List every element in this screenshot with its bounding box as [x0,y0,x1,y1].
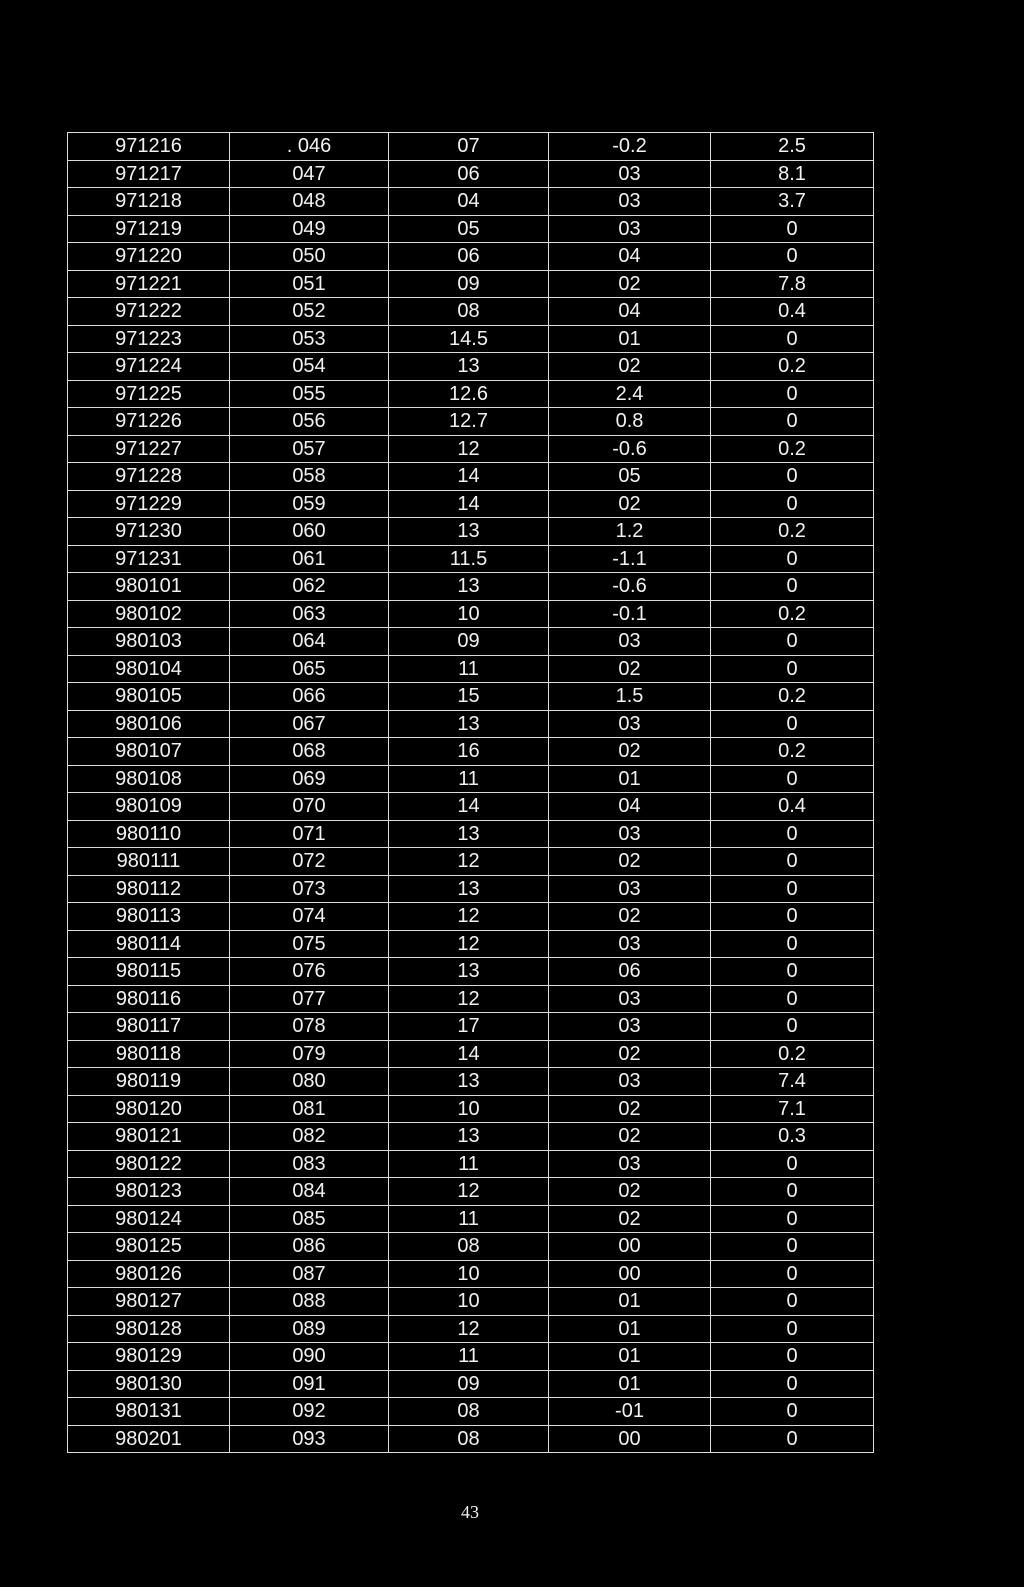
date-cell: 980127 [68,1288,230,1316]
value-c-cell: 0 [711,710,874,738]
date-cell: 971216 [68,133,230,161]
value-b-cell: 03 [549,710,711,738]
value-a-cell: 13 [389,958,549,986]
date-cell: 980104 [68,655,230,683]
value-c-cell: 0 [711,903,874,931]
table-row [68,408,874,436]
date-cell: 971229 [68,490,230,518]
value-a-cell: 10 [389,1095,549,1123]
date-cell: 980123 [68,1178,230,1206]
value-b-cell: 02 [549,738,711,766]
value-a-cell: 13 [389,573,549,601]
id-cell: 069 [230,765,389,793]
id-cell: 074 [230,903,389,931]
value-a-cell: 05 [389,215,549,243]
value-b-cell: 03 [549,628,711,656]
value-b-cell: 03 [549,1013,711,1041]
date-cell: 980201 [68,1425,230,1453]
value-b-cell: 03 [549,1150,711,1178]
id-cell: 060 [230,518,389,546]
table-row [68,765,874,793]
value-a-cell: 08 [389,1233,549,1261]
date-cell: 980109 [68,793,230,821]
value-c-cell: 0 [711,573,874,601]
value-a-cell: 09 [389,270,549,298]
value-c-cell: 0 [711,1425,874,1453]
value-a-cell: 10 [389,1260,549,1288]
value-c-cell: 0 [711,1205,874,1233]
data-table [67,132,874,1453]
id-cell: 078 [230,1013,389,1041]
value-b-cell: 01 [549,1315,711,1343]
date-cell: 980116 [68,985,230,1013]
table-row [68,1205,874,1233]
date-cell: 971225 [68,380,230,408]
value-b-cell: -0.6 [549,573,711,601]
value-c-cell: 0.2 [711,435,874,463]
value-b-cell: 03 [549,985,711,1013]
table-row [68,738,874,766]
table-row [68,793,874,821]
value-b-cell: 02 [549,1095,711,1123]
date-cell: 980110 [68,820,230,848]
id-cell: 052 [230,298,389,326]
table-row [68,655,874,683]
value-b-cell: 1.5 [549,683,711,711]
id-cell: 075 [230,930,389,958]
id-cell: 051 [230,270,389,298]
value-c-cell: 0.2 [711,1040,874,1068]
value-b-cell: 01 [549,765,711,793]
value-a-cell: 14 [389,463,549,491]
value-a-cell: 12 [389,930,549,958]
id-cell: 062 [230,573,389,601]
date-cell: 971222 [68,298,230,326]
table-row [68,545,874,573]
id-cell: 071 [230,820,389,848]
table-row [68,1370,874,1398]
table-row [68,710,874,738]
date-cell: 980115 [68,958,230,986]
value-b-cell: 2.4 [549,380,711,408]
value-c-cell: 0 [711,1260,874,1288]
value-c-cell: 0 [711,655,874,683]
value-c-cell: 0 [711,930,874,958]
table-row [68,353,874,381]
date-cell: 980105 [68,683,230,711]
date-cell: 971231 [68,545,230,573]
date-cell: 971217 [68,160,230,188]
value-c-cell: 3.7 [711,188,874,216]
table-row [68,600,874,628]
table-row [68,1398,874,1426]
value-c-cell: 7.4 [711,1068,874,1096]
table-row [68,573,874,601]
date-cell: 971219 [68,215,230,243]
value-c-cell: 0 [711,1315,874,1343]
table-row [68,1343,874,1371]
value-c-cell: 7.1 [711,1095,874,1123]
value-c-cell: 0 [711,985,874,1013]
id-cell: 080 [230,1068,389,1096]
value-b-cell: 03 [549,188,711,216]
value-c-cell: 0 [711,325,874,353]
value-a-cell: 12 [389,903,549,931]
value-c-cell: 0 [711,1398,874,1426]
id-cell: 055 [230,380,389,408]
value-a-cell: 12.7 [389,408,549,436]
value-a-cell: 07 [389,133,549,161]
value-a-cell: 04 [389,188,549,216]
value-b-cell: 03 [549,160,711,188]
value-a-cell: 16 [389,738,549,766]
value-a-cell: 12 [389,1178,549,1206]
value-a-cell: 09 [389,1370,549,1398]
value-c-cell: 0 [711,408,874,436]
table-row [68,1013,874,1041]
date-cell: 971221 [68,270,230,298]
value-a-cell: 11 [389,1343,549,1371]
table-row [68,188,874,216]
value-b-cell: -1.1 [549,545,711,573]
value-c-cell: 0.2 [711,683,874,711]
value-c-cell: 0 [711,243,874,271]
id-cell: 056 [230,408,389,436]
table-row [68,1095,874,1123]
table-row [68,160,874,188]
id-cell: 079 [230,1040,389,1068]
value-c-cell: 0 [711,848,874,876]
table-row [68,930,874,958]
value-c-cell: 0.4 [711,793,874,821]
id-cell: 065 [230,655,389,683]
value-c-cell: 0.4 [711,298,874,326]
value-b-cell: 05 [549,463,711,491]
value-a-cell: 12 [389,435,549,463]
value-b-cell: 02 [549,490,711,518]
id-cell: 093 [230,1425,389,1453]
date-cell: 971218 [68,188,230,216]
id-cell: 088 [230,1288,389,1316]
value-b-cell: -0.6 [549,435,711,463]
table-row [68,1260,874,1288]
table-row [68,683,874,711]
id-cell: 083 [230,1150,389,1178]
id-cell: 082 [230,1123,389,1151]
table-row [68,848,874,876]
date-cell: 971223 [68,325,230,353]
date-cell: 971220 [68,243,230,271]
value-b-cell: 02 [549,353,711,381]
id-cell: 063 [230,600,389,628]
value-b-cell: 04 [549,298,711,326]
date-cell: 980114 [68,930,230,958]
table-row [68,325,874,353]
date-cell: 980103 [68,628,230,656]
date-cell: 980101 [68,573,230,601]
value-a-cell: 11 [389,765,549,793]
value-a-cell: 14 [389,1040,549,1068]
table-row [68,133,874,161]
value-b-cell: 02 [549,1178,711,1206]
id-cell: 048 [230,188,389,216]
value-b-cell: 01 [549,1288,711,1316]
date-cell: 980124 [68,1205,230,1233]
table-row [68,903,874,931]
id-cell: . 046 [230,133,389,161]
date-cell: 980126 [68,1260,230,1288]
value-a-cell: 13 [389,710,549,738]
table-row [68,1068,874,1096]
id-cell: 077 [230,985,389,1013]
table-row [68,628,874,656]
table-row [68,1123,874,1151]
value-a-cell: 14 [389,793,549,821]
value-c-cell: 0 [711,215,874,243]
table-row [68,1315,874,1343]
value-b-cell: 02 [549,903,711,931]
value-a-cell: 13 [389,1068,549,1096]
value-b-cell: 00 [549,1260,711,1288]
value-a-cell: 12 [389,985,549,1013]
date-cell: 980112 [68,875,230,903]
value-a-cell: 15 [389,683,549,711]
value-b-cell: 00 [549,1425,711,1453]
value-a-cell: 13 [389,820,549,848]
date-cell: 980119 [68,1068,230,1096]
value-b-cell: 02 [549,1205,711,1233]
value-b-cell: 02 [549,848,711,876]
value-b-cell: 04 [549,793,711,821]
value-b-cell: 0.8 [549,408,711,436]
value-c-cell: 0 [711,1150,874,1178]
id-cell: 092 [230,1398,389,1426]
value-b-cell: 01 [549,1370,711,1398]
id-cell: 087 [230,1260,389,1288]
id-cell: 066 [230,683,389,711]
date-cell: 980113 [68,903,230,931]
value-a-cell: 06 [389,160,549,188]
value-c-cell: 0 [711,1288,874,1316]
value-c-cell: 0 [711,490,874,518]
value-a-cell: 13 [389,1123,549,1151]
value-b-cell: -0.2 [549,133,711,161]
table-row [68,518,874,546]
id-cell: 057 [230,435,389,463]
value-b-cell: 00 [549,1233,711,1261]
value-c-cell: 2.5 [711,133,874,161]
value-b-cell: 03 [549,875,711,903]
date-cell: 971228 [68,463,230,491]
date-cell: 980107 [68,738,230,766]
id-cell: 061 [230,545,389,573]
date-cell: 971230 [68,518,230,546]
value-a-cell: 13 [389,875,549,903]
value-a-cell: 06 [389,243,549,271]
id-cell: 070 [230,793,389,821]
value-b-cell: 1.2 [549,518,711,546]
id-cell: 067 [230,710,389,738]
id-cell: 059 [230,490,389,518]
date-cell: 980106 [68,710,230,738]
data-table-body [68,133,874,1453]
value-c-cell: 0.3 [711,1123,874,1151]
value-b-cell: 02 [549,1123,711,1151]
id-cell: 073 [230,875,389,903]
table-row [68,270,874,298]
value-a-cell: 13 [389,353,549,381]
date-cell: 980102 [68,600,230,628]
table-row [68,820,874,848]
id-cell: 081 [230,1095,389,1123]
value-a-cell: 11 [389,1150,549,1178]
value-b-cell: 02 [549,1040,711,1068]
value-b-cell: 04 [549,243,711,271]
date-cell: 980130 [68,1370,230,1398]
date-cell: 980108 [68,765,230,793]
value-a-cell: 12 [389,1315,549,1343]
table-row [68,243,874,271]
date-cell: 971224 [68,353,230,381]
value-c-cell: 0 [711,1233,874,1261]
table-row [68,958,874,986]
value-c-cell: 0.2 [711,353,874,381]
id-cell: 053 [230,325,389,353]
page-number: 43 [461,1502,479,1522]
id-cell: 054 [230,353,389,381]
value-c-cell: 0.2 [711,738,874,766]
date-cell: 980117 [68,1013,230,1041]
date-cell: 980128 [68,1315,230,1343]
value-b-cell: -01 [549,1398,711,1426]
table-row [68,435,874,463]
value-b-cell: 02 [549,270,711,298]
id-cell: 090 [230,1343,389,1371]
value-a-cell: 08 [389,1425,549,1453]
id-cell: 084 [230,1178,389,1206]
value-a-cell: 10 [389,1288,549,1316]
id-cell: 076 [230,958,389,986]
table-row [68,463,874,491]
value-a-cell: 08 [389,298,549,326]
value-a-cell: 11 [389,1205,549,1233]
id-cell: 064 [230,628,389,656]
date-cell: 980120 [68,1095,230,1123]
value-c-cell: 0 [711,820,874,848]
value-c-cell: 0 [711,1013,874,1041]
value-c-cell: 0 [711,958,874,986]
table-row [68,490,874,518]
value-b-cell: 02 [549,655,711,683]
table-row [68,1233,874,1261]
id-cell: 085 [230,1205,389,1233]
date-cell: 980131 [68,1398,230,1426]
value-a-cell: 11.5 [389,545,549,573]
value-c-cell: 0 [711,765,874,793]
id-cell: 047 [230,160,389,188]
value-a-cell: 17 [389,1013,549,1041]
value-b-cell: 06 [549,958,711,986]
id-cell: 086 [230,1233,389,1261]
date-cell: 980118 [68,1040,230,1068]
value-a-cell: 14 [389,490,549,518]
value-c-cell: 0.2 [711,518,874,546]
value-b-cell: 01 [549,1343,711,1371]
value-c-cell: 7.8 [711,270,874,298]
date-cell: 971226 [68,408,230,436]
value-a-cell: 14.5 [389,325,549,353]
id-cell: 091 [230,1370,389,1398]
id-cell: 058 [230,463,389,491]
value-c-cell: 0 [711,1343,874,1371]
table-row [68,1040,874,1068]
value-c-cell: 0 [711,628,874,656]
table-row [68,1178,874,1206]
value-a-cell: 11 [389,655,549,683]
value-b-cell: -0.1 [549,600,711,628]
value-b-cell: 03 [549,1068,711,1096]
table-row [68,298,874,326]
value-c-cell: 0 [711,1370,874,1398]
table-row [68,380,874,408]
value-c-cell: 0 [711,380,874,408]
value-a-cell: 10 [389,600,549,628]
table-row [68,875,874,903]
value-c-cell: 8.1 [711,160,874,188]
value-c-cell: 0.2 [711,600,874,628]
id-cell: 072 [230,848,389,876]
value-a-cell: 09 [389,628,549,656]
value-a-cell: 12 [389,848,549,876]
value-c-cell: 0 [711,875,874,903]
id-cell: 068 [230,738,389,766]
table-row [68,215,874,243]
table-row [68,985,874,1013]
table-row [68,1288,874,1316]
table-row [68,1425,874,1453]
date-cell: 980122 [68,1150,230,1178]
value-a-cell: 13 [389,518,549,546]
id-cell: 089 [230,1315,389,1343]
value-b-cell: 03 [549,820,711,848]
value-c-cell: 0 [711,463,874,491]
value-a-cell: 08 [389,1398,549,1426]
table-row [68,1150,874,1178]
value-a-cell: 12.6 [389,380,549,408]
date-cell: 980111 [68,848,230,876]
date-cell: 980121 [68,1123,230,1151]
id-cell: 049 [230,215,389,243]
value-b-cell: 01 [549,325,711,353]
date-cell: 980129 [68,1343,230,1371]
value-b-cell: 03 [549,930,711,958]
value-c-cell: 0 [711,1178,874,1206]
value-b-cell: 03 [549,215,711,243]
value-c-cell: 0 [711,545,874,573]
date-cell: 971227 [68,435,230,463]
id-cell: 050 [230,243,389,271]
date-cell: 980125 [68,1233,230,1261]
